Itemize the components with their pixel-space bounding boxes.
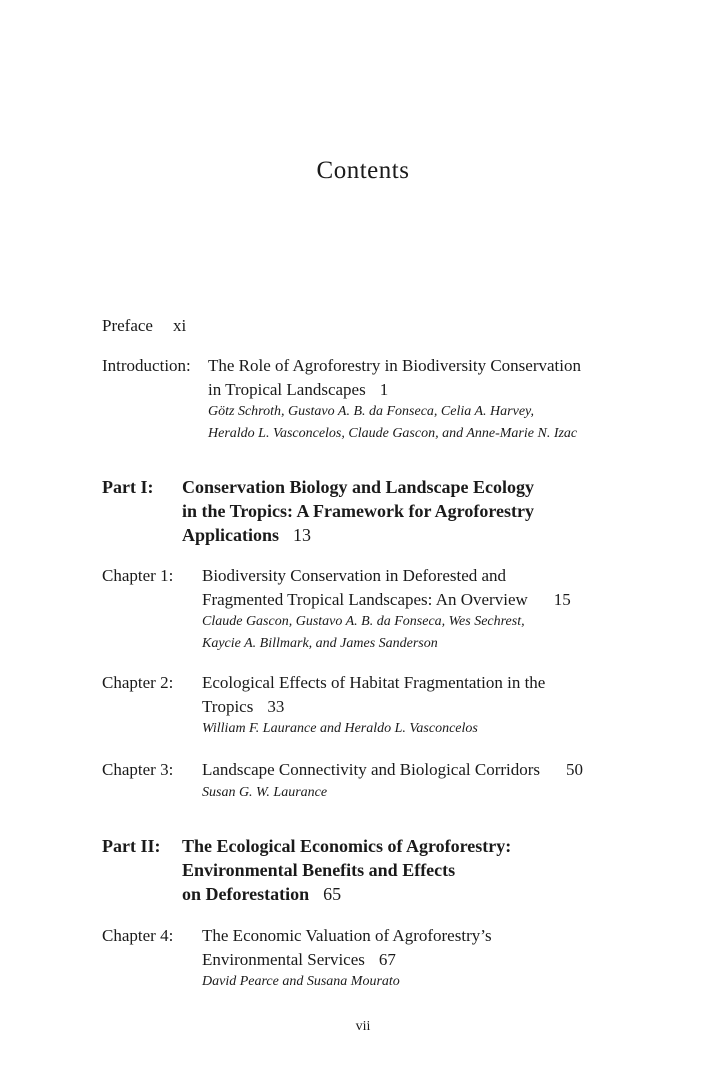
part-1-title-line-1: Conservation Biology and Landscape Ecology (182, 477, 535, 497)
chapter-3-authors: Susan G. W. Laurance (202, 784, 328, 800)
chapter-3-page: 50 (566, 760, 584, 779)
introduction-authors: Götz Schroth, Gustavo A. B. da Fonseca, Celia A. Harvey, Heraldo L. Vasconcelos, Claude Gascon, and Anne-Marie N. Izac (208, 404, 578, 441)
part-1-title-line-3: Applications (182, 525, 280, 545)
toc-entry-introduction[interactable] (102, 354, 632, 445)
part-1-label: Part I: (102, 477, 154, 497)
toc-entry-chapter-3[interactable] (102, 758, 632, 804)
chapter-2-authors: William F. Laurance and Heraldo L. Vasconcelos (202, 721, 478, 736)
chapter-1-title-line-2: Fragmented Tropical Landscapes: An Overview (202, 589, 528, 609)
introduction-title-line-2: in Tropical Landscapes (208, 379, 366, 399)
part-2-title-line-1: The Ecological Economics of Agroforestry: (182, 836, 512, 856)
chapter-3-label: Chapter 3: (102, 760, 174, 779)
part-1-page: 13 (293, 525, 312, 545)
chapter-1-title-line-1: Biodiversity Conservation in Deforested and (202, 566, 507, 585)
page-title: Contents (316, 157, 410, 184)
introduction-page: 1 (379, 379, 389, 399)
chapter-2-label: Chapter 2: (102, 673, 174, 692)
chapter-3-title-line-1: Landscape Connectivity and Biological Corridors (202, 760, 541, 779)
chapter-1-label: Chapter 1: (102, 566, 174, 585)
chapter-2-title-line-2: Tropics (202, 696, 254, 716)
toc-entry-chapter-2[interactable] (102, 671, 632, 740)
toc-entry-chapter-1[interactable] (102, 564, 632, 655)
toc-entry-part-1[interactable] (102, 475, 632, 547)
part-2-title-line-2: Environmental Benefits and Effects (182, 860, 456, 880)
page-number: vii (355, 1019, 371, 1034)
chapter-4-authors: David Pearce and Susana Mourato (202, 974, 400, 989)
toc-entry-chapter-4[interactable] (102, 924, 632, 993)
chapter-1-authors: Claude Gascon, Gustavo A. B. da Fonseca, Wes Sechrest, Kaycie A. Billmark, and James Sanderson (202, 614, 525, 651)
chapter-2-title-line-1: Ecological Effects of Habitat Fragmentation in the (202, 673, 546, 692)
part-2-page: 65 (323, 884, 342, 904)
preface-page: xi (172, 316, 187, 335)
part-2-title-line-3: on Deforestation (182, 884, 310, 904)
introduction-label: Introduction: (102, 356, 191, 375)
toc-entry-part-2[interactable] (102, 834, 632, 906)
part-1-title-line-2: in the Tropics: A Framework for Agroforestry (182, 501, 534, 521)
introduction-title-line-1: The Role of Agroforestry in Biodiversity Conservation (208, 356, 581, 375)
chapter-4-page: 67 (378, 949, 396, 969)
chapter-4-title-line-1: The Economic Valuation of Agroforestry’s (202, 926, 492, 945)
chapter-4-title-line-2: Environmental Services (202, 949, 365, 969)
chapter-1-page: 15 (553, 589, 571, 609)
toc-entry-preface[interactable] (102, 314, 632, 338)
chapter-2-page: 33 (267, 696, 285, 716)
part-2-label: Part II: (102, 836, 161, 856)
chapter-4-label: Chapter 4: (102, 926, 174, 945)
preface-label: Preface (102, 316, 153, 335)
